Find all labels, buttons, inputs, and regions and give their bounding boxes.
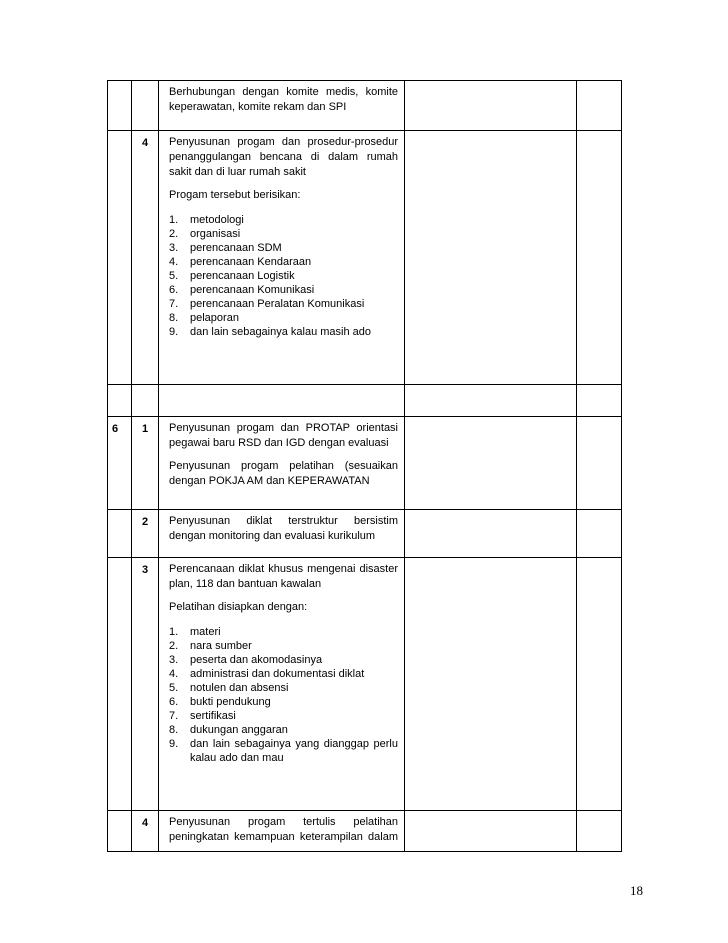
cell-number: 3: [132, 558, 159, 811]
list-item: 3. perencanaan SDM: [169, 242, 282, 254]
activity-text: Perencanaan diklat khusus mengenai disaster plan, 118 dan bantuan kawalan: [169, 563, 398, 590]
cell-activity: [159, 558, 405, 811]
list-item: 8. dukungan anggaran: [169, 724, 288, 736]
table-row: [108, 131, 622, 385]
cell-section: [108, 811, 132, 852]
plan-table: [107, 80, 622, 852]
cell-activity: [159, 417, 405, 510]
cell-blank: [405, 510, 577, 558]
list-item: 9. dan lain sebagainya yang dianggap perlu kalau ado dan mau: [169, 738, 398, 764]
activity-text: Penyusunan progam tertulis pelatihan peningkatan kemampuan keterampilan dalam: [169, 816, 398, 843]
table-row: [108, 510, 622, 558]
cell-section: [108, 81, 132, 131]
cell-activity: [159, 811, 405, 852]
activity-text: Berhubungan dengan komite medis, komite keperawatan, komite rekam dan SPI: [169, 86, 398, 113]
list-item: 5. notulen dan absensi: [169, 682, 289, 694]
activity-text: Penyusunan progam dan prosedur-prosedur penanggulangan bencana di dalam rumah sakit dan di luar rumah sakit: [169, 136, 398, 178]
list-intro: Progam tersebut berisikan:: [169, 189, 301, 201]
list-item: 4. perencanaan Kendaraan: [169, 256, 312, 268]
list-item: 5. perencanaan Logistik: [169, 270, 295, 282]
table-row-empty: [108, 385, 622, 417]
cell-number: 1: [132, 417, 159, 510]
cell-activity: [159, 131, 405, 385]
cell-blank: [405, 558, 577, 811]
cell-section: [108, 510, 132, 558]
table-row: [108, 417, 622, 510]
list-item: 6. perencanaan Komunikasi: [169, 284, 315, 296]
list-item: 3. peserta dan akomodasinya: [169, 654, 323, 666]
cell-number: 4: [132, 811, 159, 852]
page-number: 18: [630, 883, 643, 898]
cell-blank: [577, 417, 622, 510]
list-item: 2. organisasi: [169, 228, 241, 240]
list-item: 9. dan lain sebagainya kalau masih ado: [169, 326, 372, 338]
cell-blank: [405, 811, 577, 852]
table-row: [108, 558, 622, 811]
cell-activity: [159, 510, 405, 558]
cell-section: [108, 558, 132, 811]
list-item: 7. perencanaan Peralatan Komunikasi: [169, 298, 365, 310]
cell-number: [132, 81, 159, 131]
cell-blank: [405, 417, 577, 510]
cell-activity: [159, 81, 405, 131]
cell-section: 6: [108, 417, 132, 510]
table-row: [108, 811, 622, 852]
cell-number: 4: [132, 131, 159, 385]
numbered-list: [169, 625, 398, 765]
list-item: 1. materi: [169, 626, 221, 638]
cell-blank: [405, 81, 577, 131]
activity-text-2: Penyusunan progam pelatihan (sesuaikan dengan POKJA AM dan KEPERAWATAN: [169, 460, 398, 487]
list-item: 2. nara sumber: [169, 640, 252, 652]
cell-blank: [577, 131, 622, 385]
numbered-list: [169, 213, 398, 339]
table-row: [108, 81, 622, 131]
list-item: 4. administrasi dan dokumentasi diklat: [169, 668, 365, 680]
list-item: 7. sertifikasi: [169, 710, 236, 722]
cell-blank: [577, 558, 622, 811]
cell-blank: [577, 510, 622, 558]
cell-number: 2: [132, 510, 159, 558]
list-item: 6. bukti pendukung: [169, 696, 271, 708]
cell-blank: [577, 81, 622, 131]
list-item: 8. pelaporan: [169, 312, 239, 324]
list-item: 1. metodologi: [169, 214, 244, 226]
cell-blank: [405, 131, 577, 385]
activity-text: Penyusunan diklat terstruktur bersistim dengan monitoring dan evaluasi kurikulum: [169, 515, 398, 542]
cell-section: [108, 131, 132, 385]
cell-blank: [577, 811, 622, 852]
list-intro: Pelatihan disiapkan dengan:: [169, 601, 308, 613]
activity-text: Penyusunan progam dan PROTAP orientasi pegawai baru RSD dan IGD dengan evaluasi: [169, 422, 398, 449]
